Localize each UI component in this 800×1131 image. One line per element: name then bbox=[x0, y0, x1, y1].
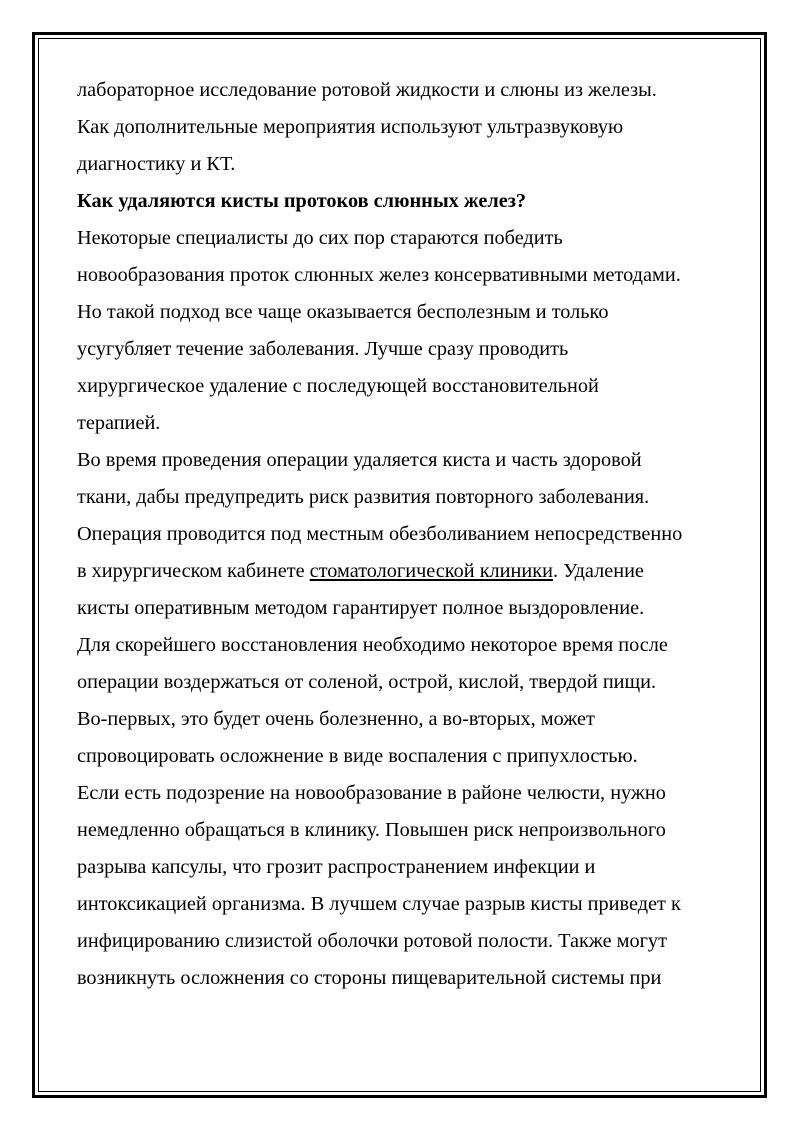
document-body bbox=[77, 72, 727, 997]
text-line: Для скорейшего восстановления необходимо некоторое время после bbox=[77, 634, 668, 656]
text-line: усугубляет течение заболевания. Лучше сразу проводить bbox=[77, 338, 569, 360]
paragraph-risks bbox=[77, 775, 727, 997]
paragraph-recovery bbox=[77, 627, 727, 775]
text-line: интоксикацией организма. В лучшем случае разрыв кисты приведет к bbox=[77, 893, 681, 915]
link-prefix-text: в хирургическом кабинете bbox=[77, 560, 310, 582]
text-line: кисты оперативным методом гарантирует полное выздоровление. bbox=[77, 597, 645, 619]
text-line: Как дополнительные мероприятия используют ультразвуковую bbox=[77, 116, 624, 138]
text-line: спровоцировать осложнение в виде воспаления с припухлостью. bbox=[77, 745, 638, 767]
text-line: новообразования проток слюнных желез консервативными методами. bbox=[77, 264, 681, 286]
text-line: Но такой подход все чаще оказывается бесполезным и только bbox=[77, 301, 609, 323]
text-line: операции воздержаться от соленой, острой, кислой, твердой пищи. bbox=[77, 671, 657, 693]
link-suffix-text: . Удаление bbox=[552, 560, 644, 582]
text-line: возникнуть осложнения со стороны пищеварительной системы при bbox=[77, 967, 662, 989]
text-line: хирургическое удаление с последующей восстановительной bbox=[77, 375, 599, 397]
section-heading bbox=[77, 183, 727, 220]
text-line: немедленно обращаться в клинику. Повышен риск непроизвольного bbox=[77, 819, 666, 841]
text-line: диагностику и КТ. bbox=[77, 153, 236, 175]
paragraph-treatment-methods bbox=[77, 220, 727, 442]
text-line: Во время проведения операции удаляется киста и часть здоровой bbox=[77, 449, 642, 471]
text-line: инфицированию слизистой оболочки ротовой полости. Также могут bbox=[77, 930, 667, 952]
text-line-with-link bbox=[77, 553, 727, 590]
text-line: ткани, дабы предупредить риск развития повторного заболевания. bbox=[77, 486, 650, 508]
text-line: разрыва капсулы, что грозит распространением инфекции и bbox=[77, 856, 596, 878]
text-line: Некоторые специалисты до сих пор стараются победить bbox=[77, 227, 563, 249]
paragraph-lab-tests bbox=[77, 72, 727, 183]
text-line: терапией. bbox=[77, 412, 161, 434]
heading-text: Как удаляются кисты протоков слюнных желез? bbox=[77, 190, 527, 212]
text-line: Операция проводится под местным обезболиванием непосредственно bbox=[77, 523, 683, 545]
text-line: Если есть подозрение на новообразование в районе челюсти, нужно bbox=[77, 782, 666, 804]
text-line: Во-первых, это будет очень болезненно, а во-вторых, может bbox=[77, 708, 595, 730]
text-line: лабораторное исследование ротовой жидкости и слюны из железы. bbox=[77, 79, 657, 101]
dental-clinic-link[interactable]: стоматологической клиники bbox=[309, 560, 553, 582]
paragraph-operation bbox=[77, 442, 727, 627]
